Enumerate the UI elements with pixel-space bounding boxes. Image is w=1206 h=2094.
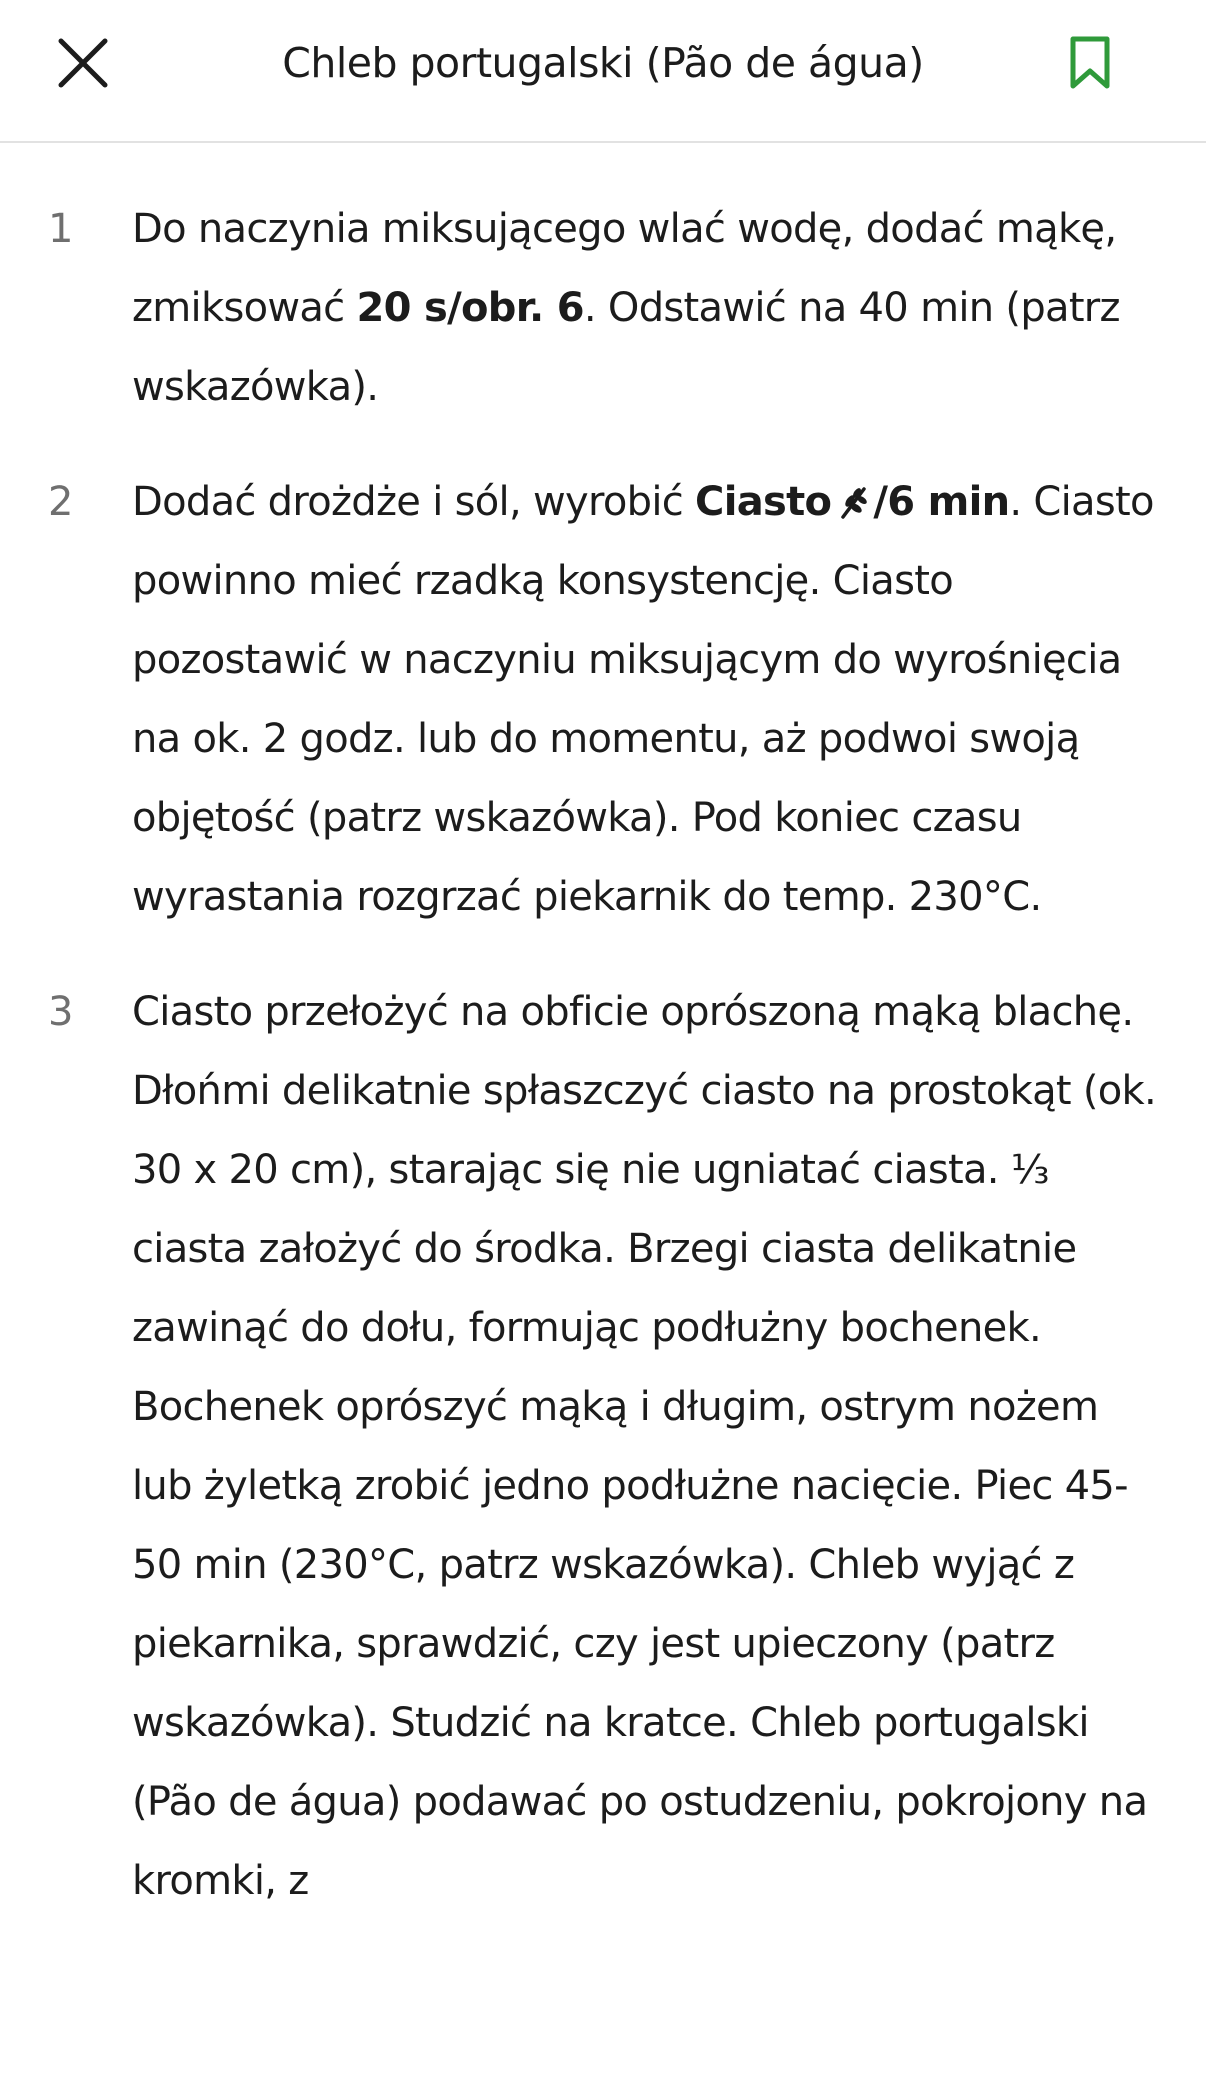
step-setting: 20 s/obr. 6 bbox=[356, 285, 584, 331]
dough-wheat-icon bbox=[837, 483, 871, 521]
step-text-part: Dodać drożdże i sól, wyrobić bbox=[132, 479, 696, 525]
bookmark-icon bbox=[1068, 35, 1112, 91]
step-text-part: . Ciasto powinno mieć rzadką konsystencję. Ciasto pozostawić w naczyniu miksującym do wyrośnięcia na ok. 2 godz. lub do momentu, aż podwoi swoją objętość (patrz wskazówka). Pod koniec czasu wyrastania rozgrzać piekarnik do temp. 230°C. bbox=[132, 479, 1154, 920]
step-duration: /6 min bbox=[873, 479, 1010, 525]
recipe-step bbox=[0, 463, 1206, 937]
top-bar bbox=[0, 0, 1206, 143]
step-number: 3 bbox=[48, 989, 74, 1035]
bookmark-button[interactable] bbox=[1060, 28, 1120, 98]
step-number: 2 bbox=[48, 479, 74, 525]
close-icon bbox=[55, 35, 111, 91]
recipe-steps bbox=[0, 190, 1206, 1957]
step-text-part: . Odstawić na 40 min (patrz wskazówka). bbox=[132, 285, 1120, 410]
step-text bbox=[132, 463, 1158, 937]
step-text bbox=[132, 190, 1158, 427]
step-text bbox=[132, 973, 1158, 1921]
step-text-part: Ciasto przełożyć na obficie oprószoną mąką blachę. Dłońmi delikatnie spłaszczyć ciasto na prostokąt (ok. 30 x 20 cm), starając się nie ugniatać ciasta. ⅓ ciasta założyć do środka. Brzegi ciasta delikatnie zawinąć do dołu, formując podłużny bochenek. Bochenek oprószyć mąką i długim, ostrym nożem lub żyletką zrobić jedno podłużne nacięcie. Piec 45-50 min (230°C, patrz wskazówka). Chleb wyjąć z piekarnika, sprawdzić, czy jest upieczony (patrz wskazówka). Studzić na kratce. Chleb portugalski (Pão de água) podawać po ostudzeniu, pokrojony na kromki, z bbox=[132, 989, 1157, 1904]
page-title: Chleb portugalski (Pão de água) bbox=[282, 39, 924, 87]
step-text-part: Do naczynia miksującego wlać wodę, dodać mąkę, zmiksować bbox=[132, 206, 1117, 331]
step-number: 1 bbox=[48, 206, 74, 252]
recipe-step bbox=[0, 190, 1206, 427]
step-mode: Ciasto bbox=[695, 479, 832, 525]
recipe-step bbox=[0, 973, 1206, 1921]
close-button[interactable] bbox=[50, 30, 116, 96]
